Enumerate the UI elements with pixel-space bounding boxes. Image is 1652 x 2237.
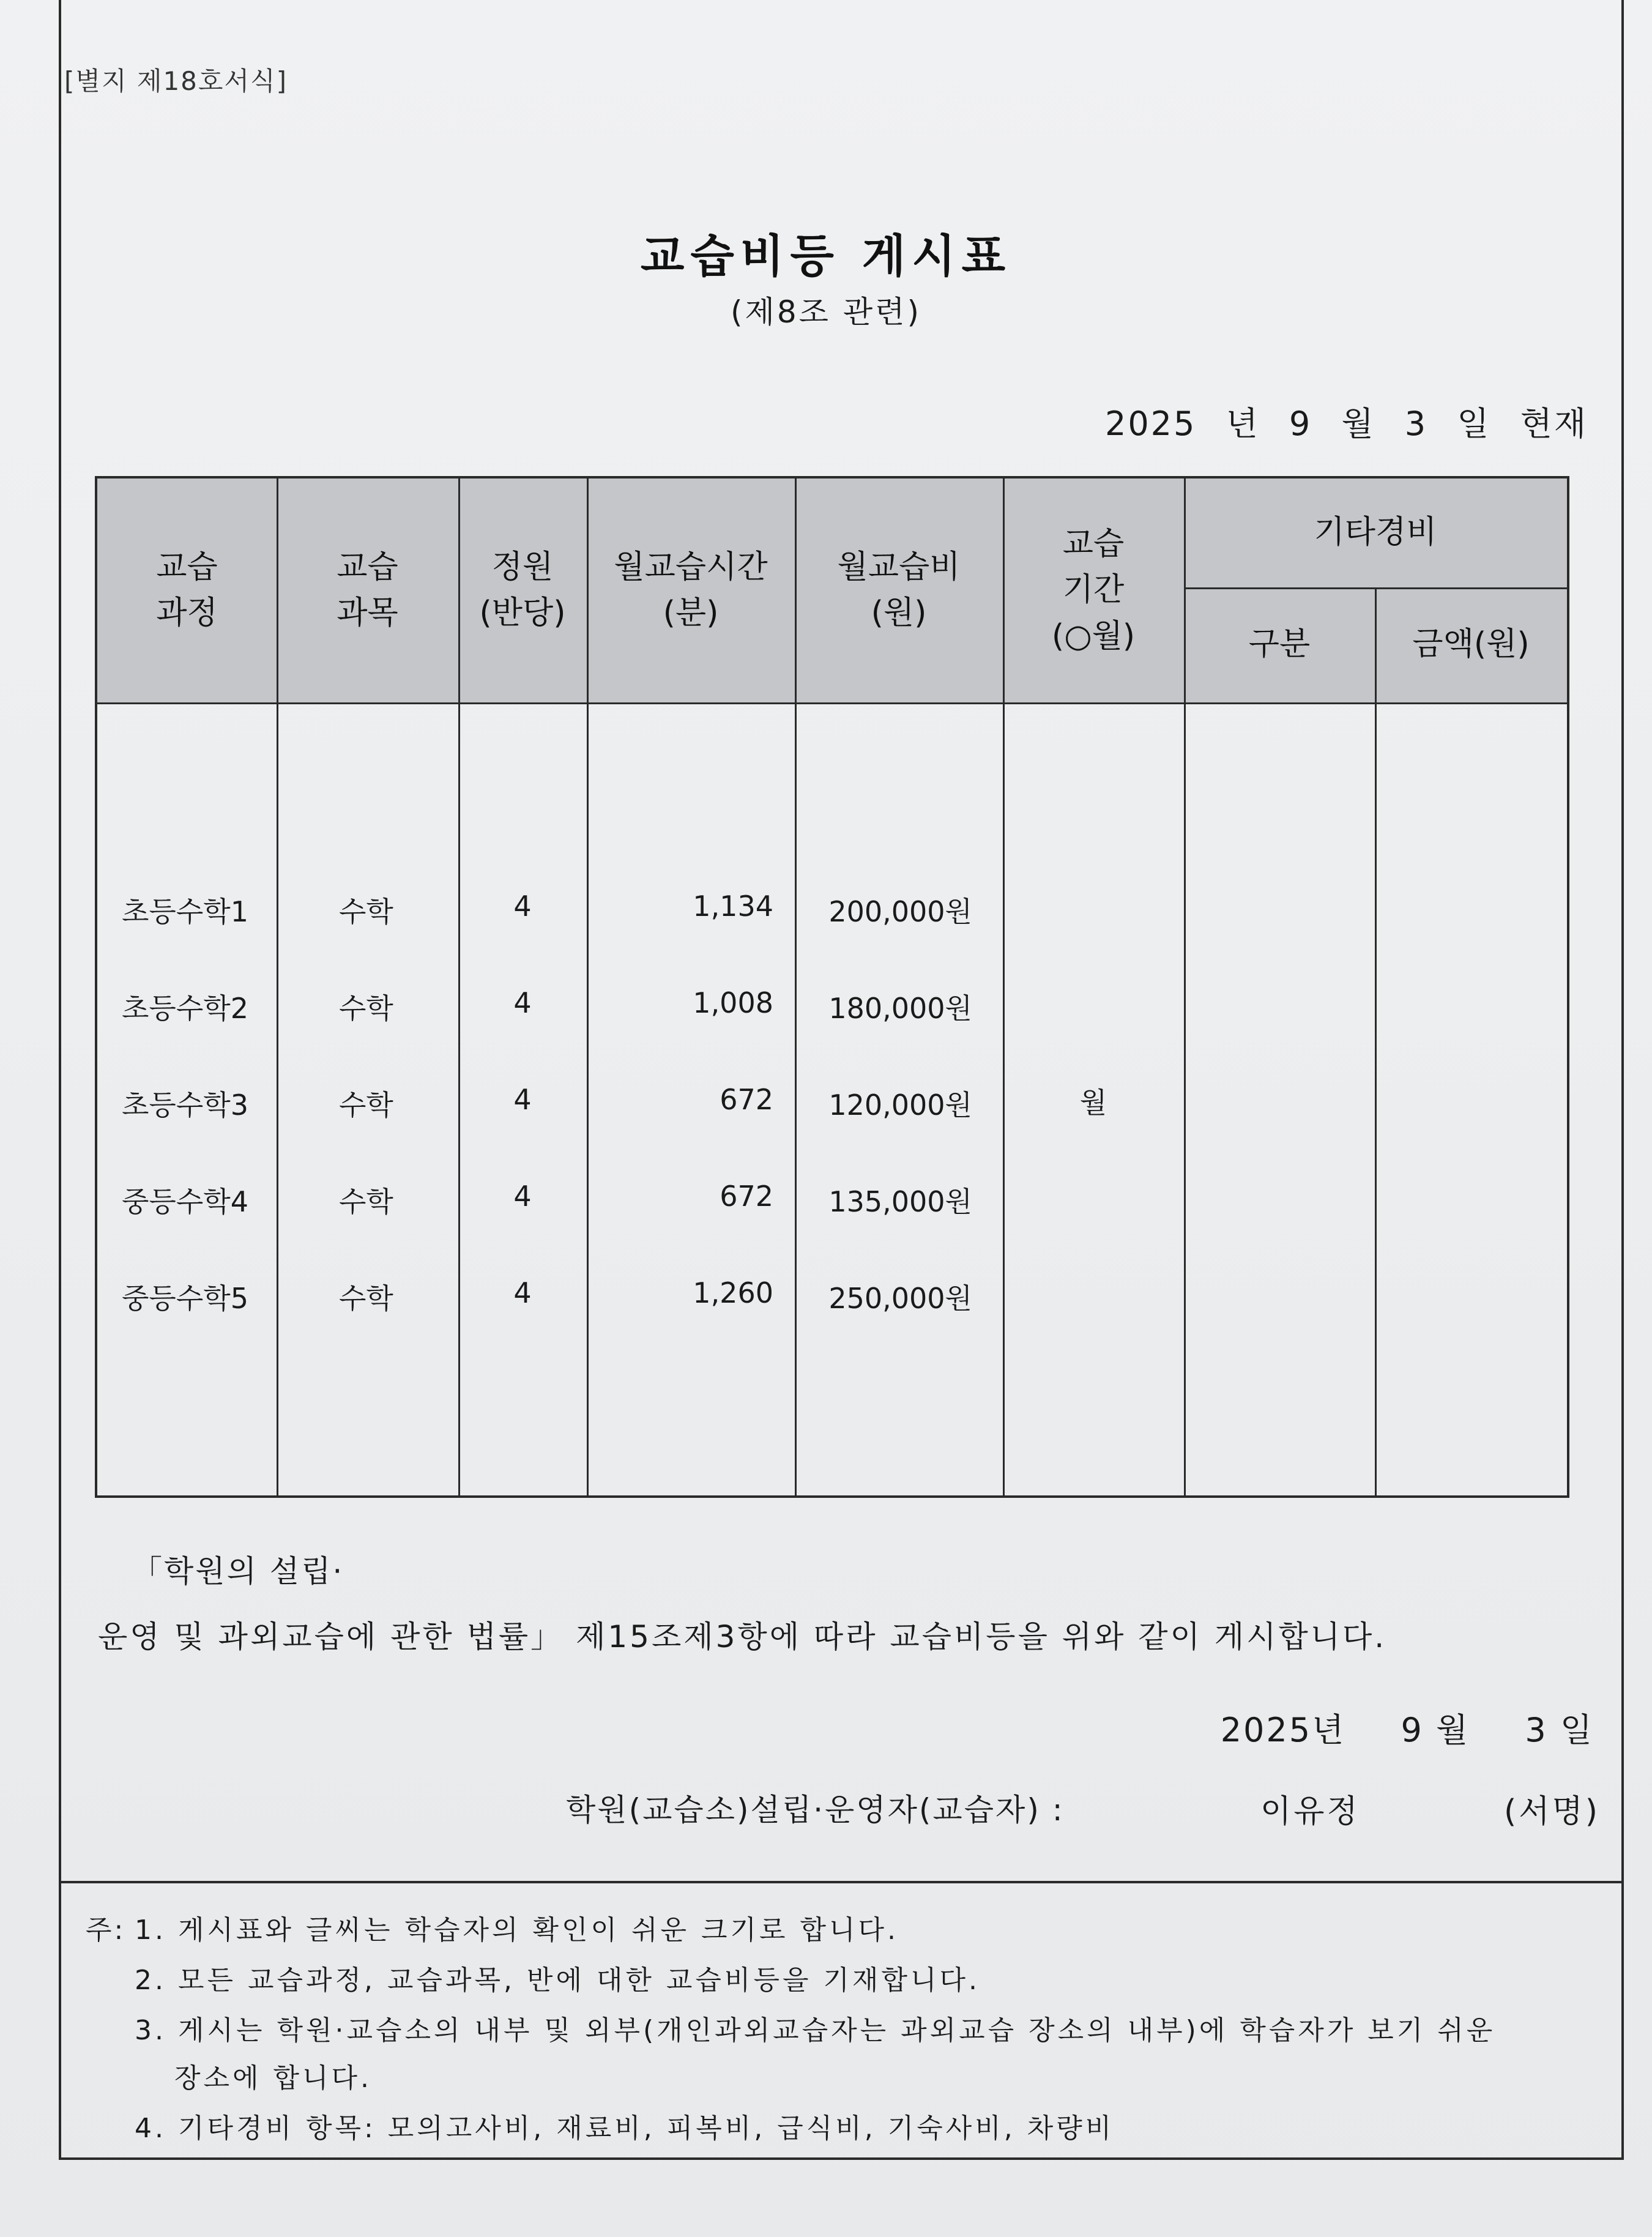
as-of-month-unit: 월 [1341,404,1375,443]
header-monthly-hours: 월교습시간 (분) [614,548,768,631]
as-of-year: 2025 [1104,404,1197,443]
row-4-subject: 수학 [339,1185,393,1218]
posting-date [1221,1704,1594,1751]
header-period: 교습 기간 (○월) [1051,525,1136,655]
row-5-course: 중등수학5 [122,1282,249,1315]
note-item-4: 4. 기타경비 항목: 모의고사비, 재료비, 피복비, 급식비, 기숙사비, 차량비 [135,2113,1115,2144]
header-monthly-fee: 월교습비 (원) [837,548,961,631]
as-of-suffix: 현재 [1520,404,1588,443]
row-1-capacity: 4 [513,890,532,923]
as-of-year-unit: 년 [1226,404,1260,443]
row-1-fee: 200,000원 [828,895,972,928]
row-2-minutes: 1,008 [693,986,773,1019]
row-1-course: 초등수학1 [122,895,249,928]
header-other-amount: 금액(원) [1412,626,1530,663]
row-5-minutes: 1,260 [693,1276,773,1309]
note-item-1: 1. 게시표와 글씨는 학습자의 확인이 쉬운 크기로 합니다. [135,1915,899,1946]
row-5-capacity: 4 [513,1276,532,1309]
posting-month: 9 월 [1401,1711,1470,1749]
row-3-fee: 120,000원 [828,1089,972,1122]
statement-line-1: 「학원의 설립· [132,1554,344,1589]
document-title: 교습비등 게시표 [640,230,1012,283]
fee-table [95,476,1569,1498]
statement-line-2: 운영 및 과외교습에 관한 법률」 제15조제3항에 따라 교습비등을 위와 같이 게시합니다. [98,1619,1387,1654]
row-3-capacity: 4 [513,1083,532,1116]
row-4-fee: 135,000원 [828,1185,972,1218]
row-3-subject: 수학 [339,1089,393,1122]
row-4-capacity: 4 [513,1180,532,1213]
signer-name: 이유정 [1260,1793,1360,1830]
row-2-capacity: 4 [513,986,532,1019]
table-header-divider [97,702,1567,704]
as-of-day: 3 [1404,404,1428,443]
period-value: 월 [1079,1086,1107,1119]
form-number: [별지 제18호서식] [64,66,288,96]
note-item-2: 2. 모든 교습과정, 교습과목, 반에 대한 교습비등을 기재합니다. [135,1965,980,1996]
header-subject: 교습 과목 [337,548,398,631]
notes-prefix: 주: [86,1915,126,1946]
header-other-expenses: 기타경비 [1314,514,1437,551]
row-2-fee: 180,000원 [828,992,972,1025]
notes-divider [59,1881,1624,1883]
row-3-minutes: 672 [720,1083,773,1116]
row-4-course: 중등수학4 [122,1185,249,1218]
document-subtitle: (제8조 관련) [731,294,921,330]
posting-day: 3 일 [1525,1711,1594,1749]
header-course: 교습 과정 [156,548,218,631]
row-2-course: 초등수학2 [122,992,249,1025]
as-of-day-unit: 일 [1457,404,1491,443]
row-1-minutes: 1,134 [693,890,773,923]
row-3-course: 초등수학3 [122,1089,249,1122]
signer-label: 학원(교습소)설립·운영자(교습자) : [566,1792,1065,1828]
row-1-subject: 수학 [339,895,393,928]
as-of-month: 9 [1289,404,1312,443]
table-column-divider [1375,587,1377,1495]
posting-year: 2025년 [1220,1711,1346,1749]
row-2-subject: 수학 [339,992,393,1025]
row-5-fee: 250,000원 [828,1282,972,1315]
signature-mark: (서명) [1503,1793,1600,1830]
note-item-3: 3. 게시는 학원·교습소의 내부 및 외부(개인과외교습자는 과외교습 장소의 내부)에 학습자가 보기 쉬운 [135,2015,1496,2046]
note-item-3-continued: 장소에 합니다. [174,2063,372,2094]
row-5-subject: 수학 [339,1282,393,1315]
header-other-type: 구분 [1248,626,1311,663]
row-4-minutes: 672 [720,1180,773,1213]
header-capacity: 정원 (반당) [479,548,566,631]
as-of-date [1105,398,1588,445]
